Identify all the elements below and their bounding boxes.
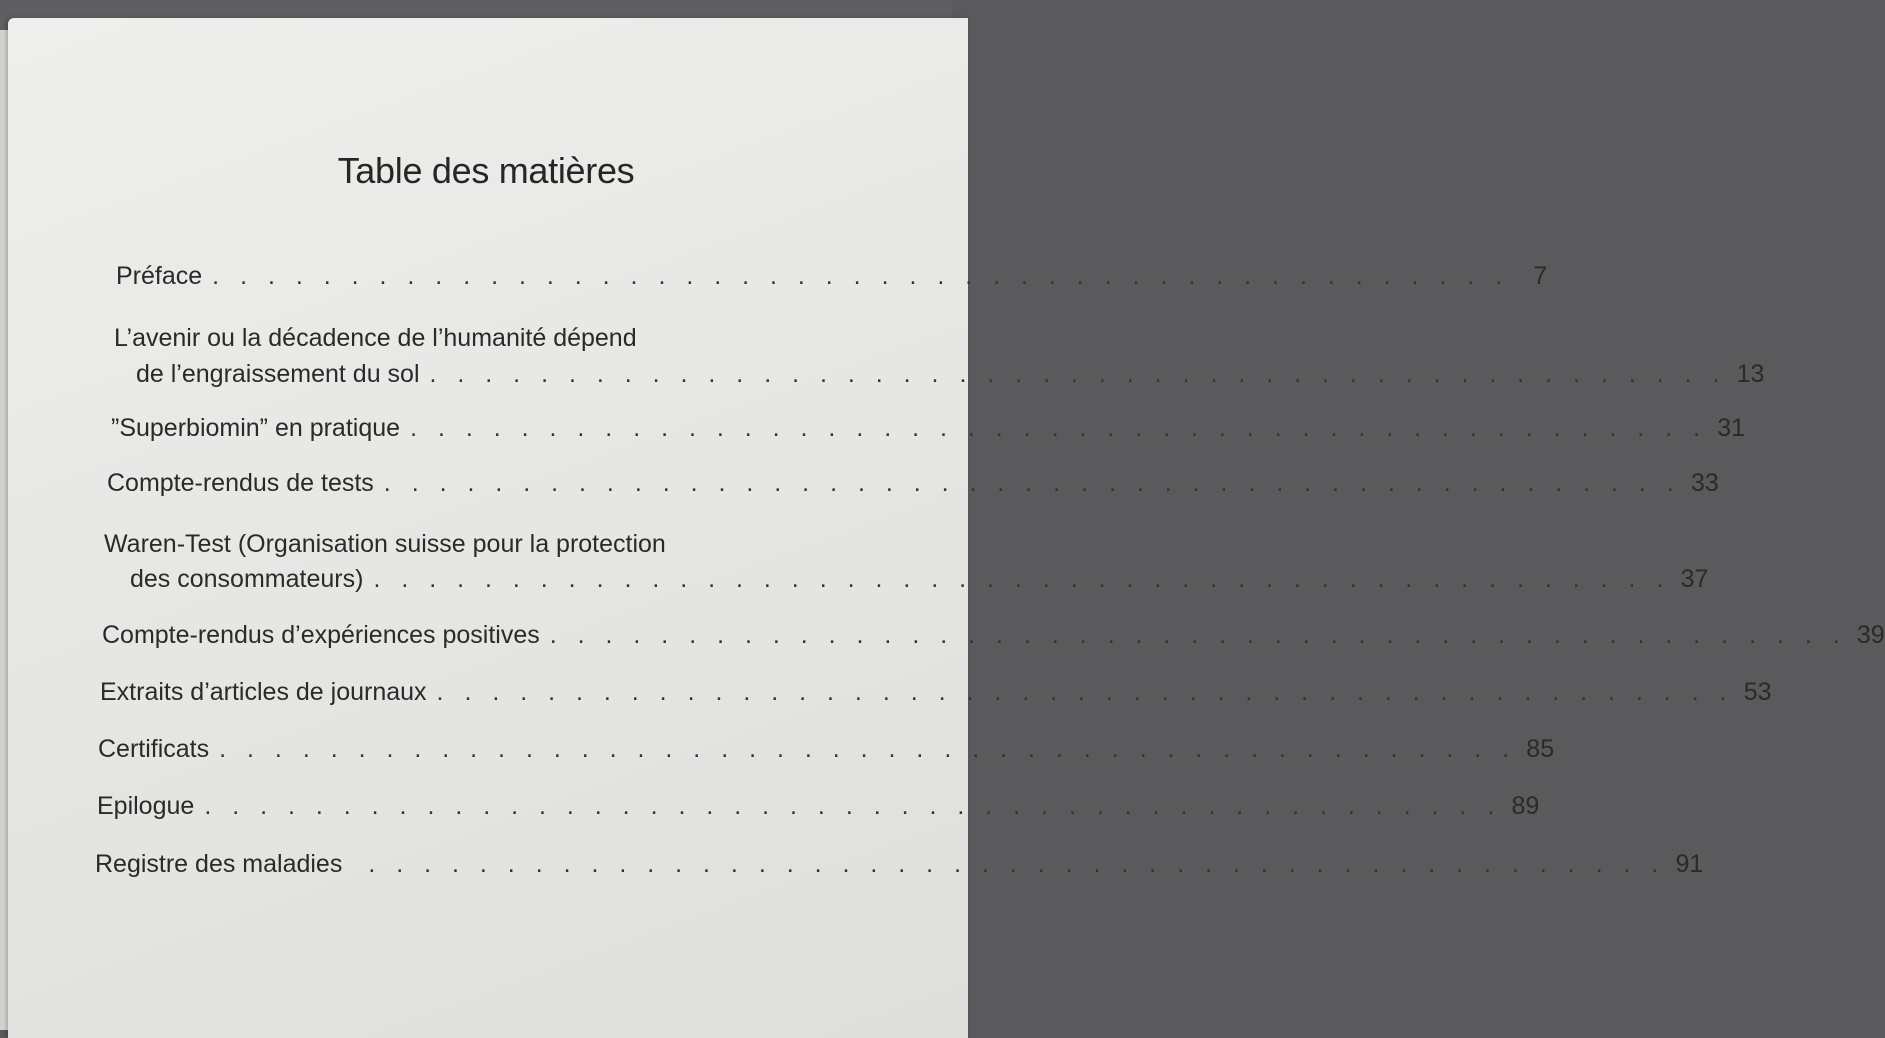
dot-leader: . . . . . . . . . . . . . . . . . . . . . . . . . . . . . . . . . . . . . . . . . . . . . . .	[549, 621, 1847, 649]
toc-entry-superbiomin	[111, 414, 1746, 443]
toc-entry-label: ”Superbiomin” en pratique	[111, 414, 401, 442]
toc-entry-page: 91	[1675, 850, 1704, 878]
toc-entry-page: 39	[1856, 621, 1885, 649]
toc-entry-preface	[116, 262, 1548, 291]
toc-entry-page: 33	[1690, 469, 1719, 497]
toc-entry-label: Epilogue	[97, 792, 195, 820]
toc-entry-page: 89	[1511, 792, 1540, 820]
toc-entry-label: Compte-rendus d’expériences positives	[102, 621, 540, 649]
toc-entry-page: 53	[1743, 678, 1772, 706]
toc-entry-label: Certificats	[98, 735, 210, 763]
toc-entry-page: 31	[1717, 414, 1746, 442]
dot-leader: . . . . . . . . . . . . . . . . . . . . . . . . . . . . . . . . . . . . . . . . . . . . . . .	[373, 565, 1671, 593]
toc-entry-waren-test	[130, 565, 1709, 594]
dot-leader: . . . . . . . . . . . . . . . . . . . . . . . . . . . . . . . . . . . . . . . . . . . . . . .	[368, 850, 1666, 878]
dot-leader: . . . . . . . . . . . . . . . . . . . . . . . . . . . . . . . . . . . . . . . . . . . . . . .	[219, 735, 1517, 763]
dot-leader: . . . . . . . . . . . . . . . . . . . . . . . . . . . . . . . . . . . . . . . . . . . . . . .	[212, 262, 1510, 290]
toc-entry-label: Registre des maladies	[95, 850, 343, 878]
toc-entry-articles	[100, 678, 1772, 707]
toc-entry-epilogue	[97, 792, 1540, 821]
dot-leader: . . . . . . . . . . . . . . . . . . . . . . . . . . . . . . . . . . . . . . . . . . . . . . .	[429, 360, 1727, 388]
toc-entry-label: des consommateurs)	[130, 565, 364, 593]
toc-entry-page: 85	[1526, 735, 1555, 763]
dot-leader: . . . . . . . . . . . . . . . . . . . . . . . . . . . . . . . . . . . . . . . . . . . . . . .	[204, 792, 1502, 820]
toc-entry-tests	[107, 469, 1719, 498]
toc-entry-label: Extraits d’articles de journaux	[100, 678, 427, 706]
toc-entry-page: 13	[1736, 360, 1765, 388]
toc-entry-registre	[95, 850, 1704, 879]
toc-entry-page: 7	[1533, 262, 1548, 290]
toc-entry-certificats	[98, 735, 1555, 764]
page-title: Table des matières	[337, 150, 635, 191]
toc-entry-humanity	[136, 360, 1765, 389]
dot-leader: . . . . . . . . . . . . . . . . . . . . . . . . . . . . . . . . . . . . . . . . . . . . . . .	[410, 414, 1708, 442]
dot-leader: . . . . . . . . . . . . . . . . . . . . . . . . . . . . . . . . . . . . . . . . . . . . . . .	[436, 678, 1734, 706]
toc-entry-page: 37	[1680, 565, 1709, 593]
dot-leader: . . . . . . . . . . . . . . . . . . . . . . . . . . . . . . . . . . . . . . . . . . . . . . .	[383, 469, 1681, 497]
toc-entry-experiences	[102, 621, 1885, 650]
toc-entry-label: Préface	[116, 262, 203, 290]
toc-entry-label: Compte-rendus de tests	[107, 469, 374, 497]
toc-entry-label: de l’engraissement du sol	[136, 360, 420, 388]
toc-entry-label-line1: L’avenir ou la décadence de l’humanité dépend	[114, 324, 637, 352]
toc-entry-label-line1: Waren-Test (Organisation suisse pour la protection	[104, 530, 666, 558]
